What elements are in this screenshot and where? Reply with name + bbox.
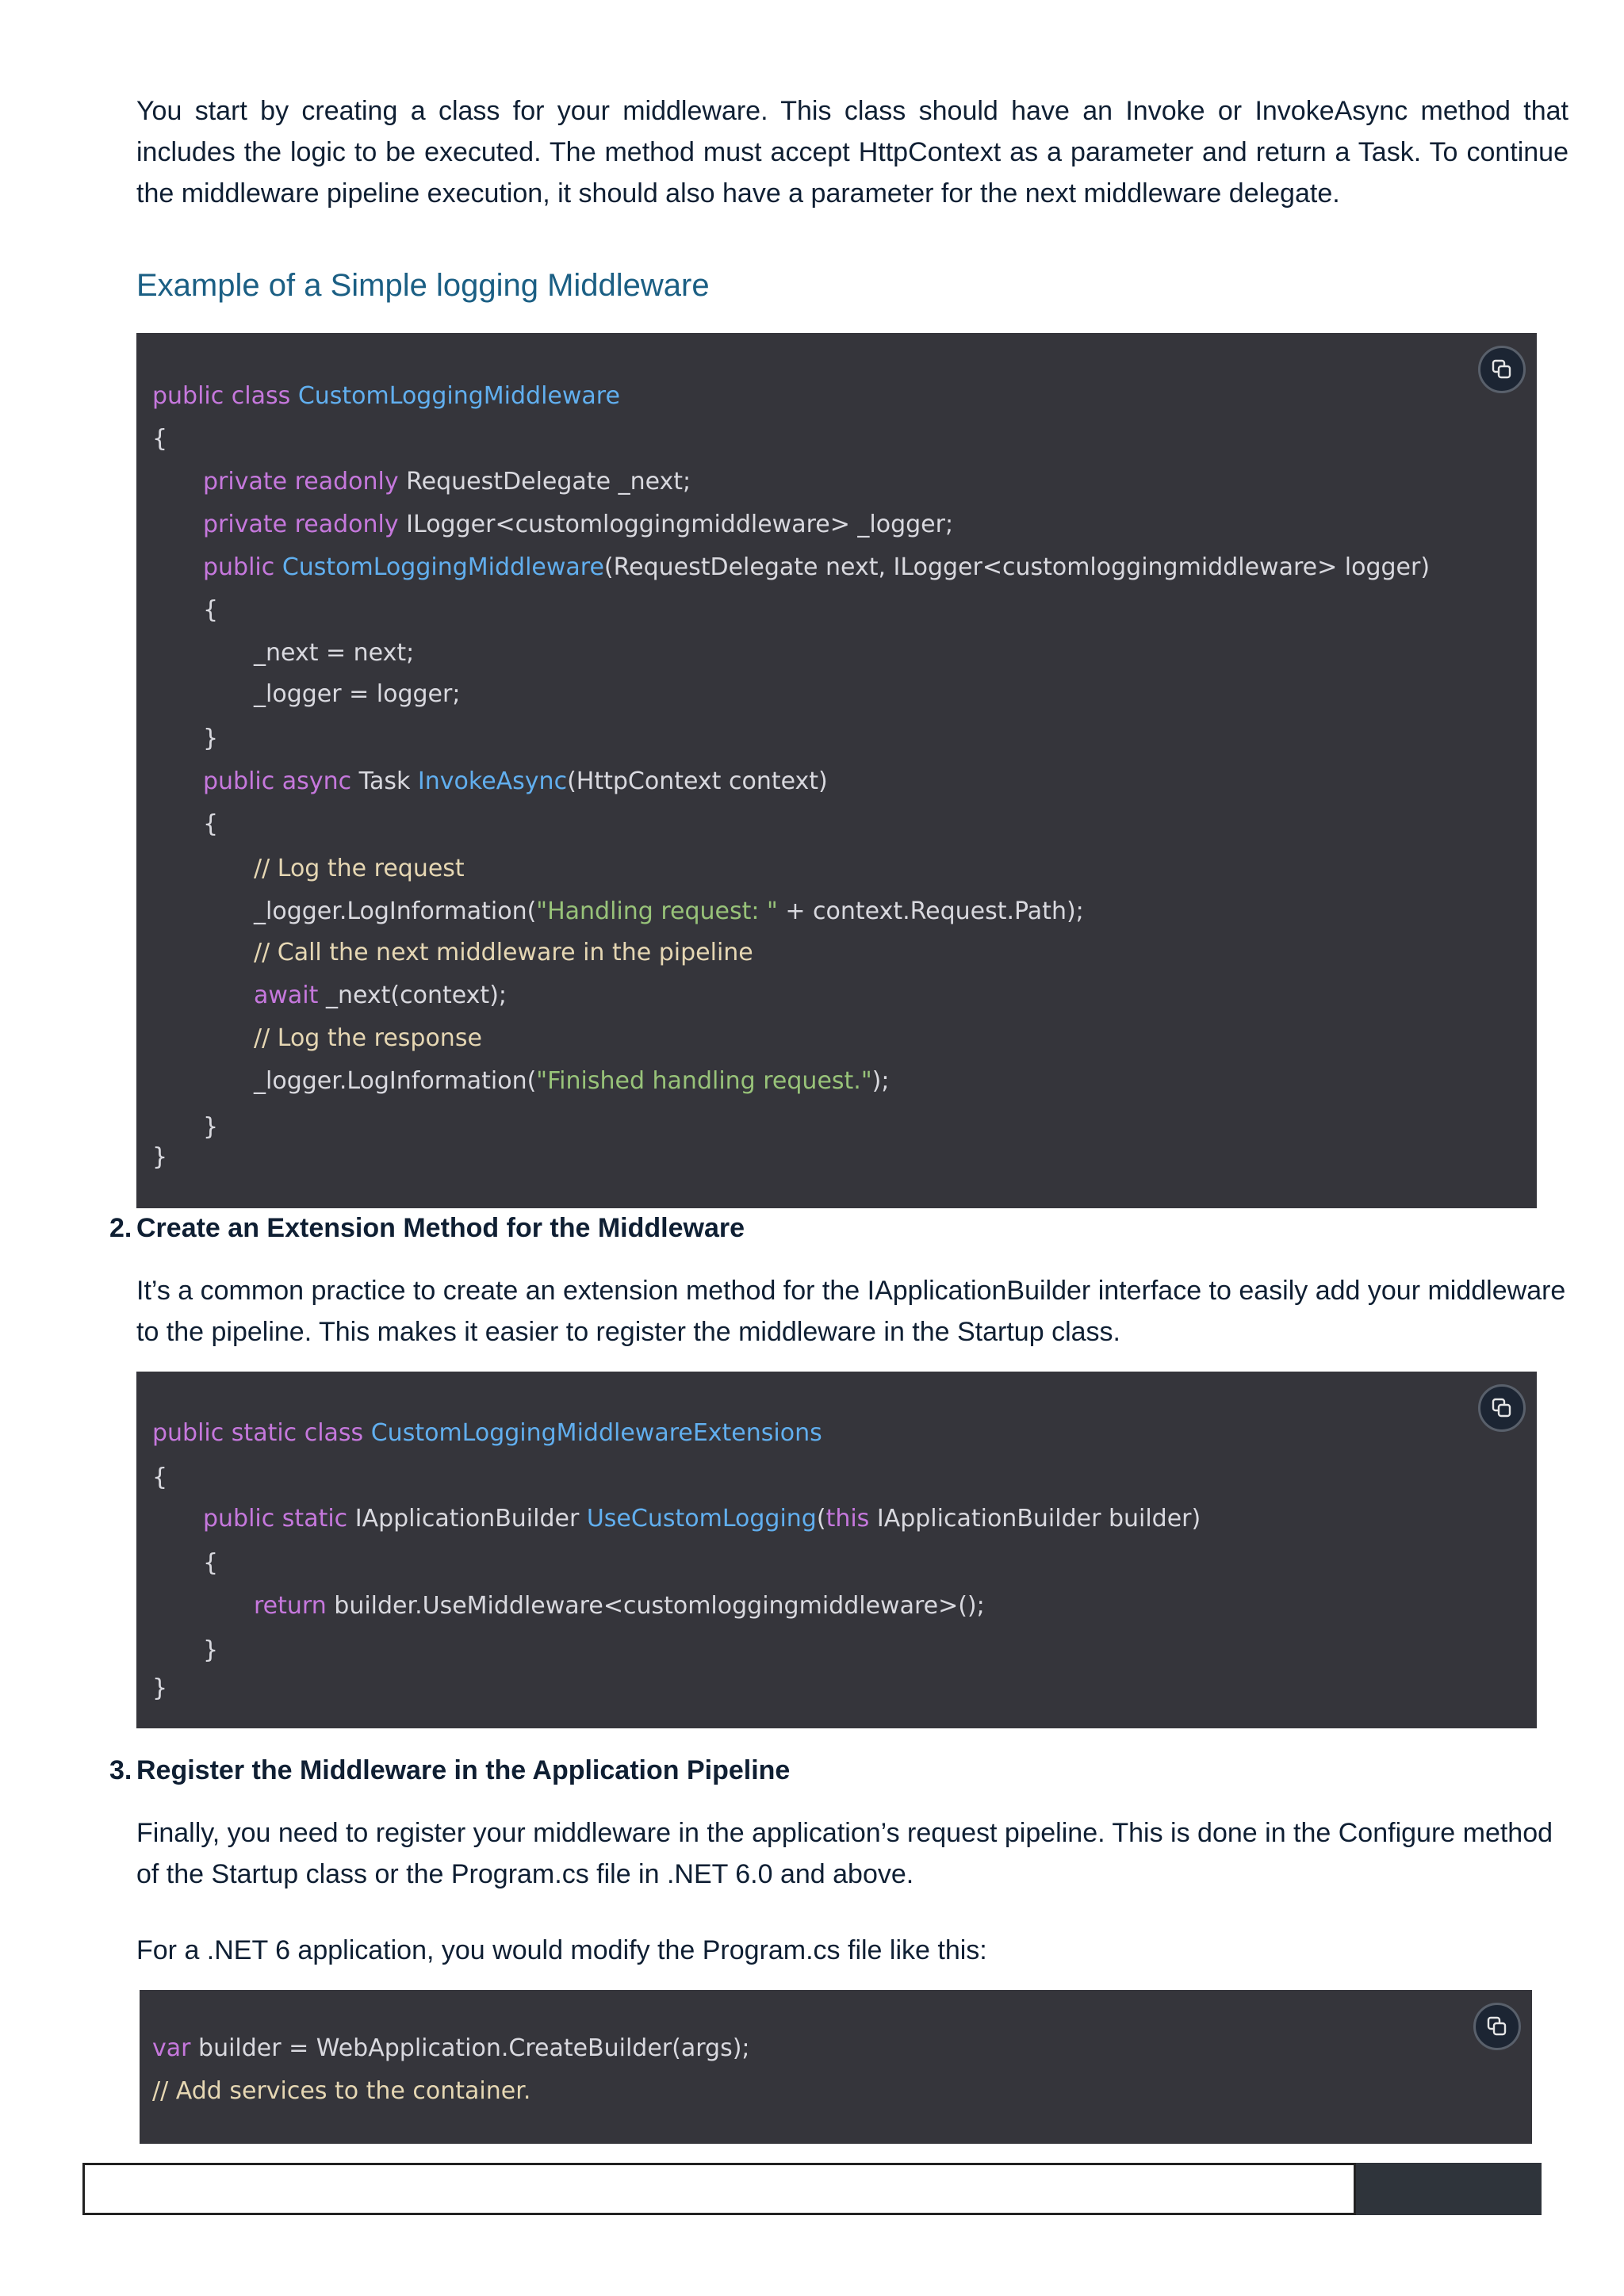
step-2-body: It’s a common practice to create an extension method for the IApplicationBuilder interface to easily add your middleware to the pipeline. This makes it easier to register the middleware in the Startup class. xyxy=(136,1276,1566,1347)
code-line: public async Task InvokeAsync(HttpContext context) xyxy=(203,767,828,795)
code-line: } xyxy=(203,1636,219,1664)
copy-icon xyxy=(1491,358,1513,381)
copy-code-button[interactable] xyxy=(1478,1384,1526,1432)
code-line: } xyxy=(203,1113,219,1141)
code-line: } xyxy=(152,1143,168,1171)
code-line: return builder.UseMiddleware<customloggingmiddleware>(); xyxy=(254,1592,985,1620)
code-comment: // Log the request xyxy=(254,855,465,882)
copy-icon xyxy=(1491,1397,1513,1419)
code-line: _logger.LogInformation("Handling request: " + context.Request.Path); xyxy=(254,897,1084,925)
code-comment: // Add services to the container. xyxy=(152,2077,531,2105)
footer-dark-block xyxy=(1356,2163,1542,2215)
code-line: _logger.LogInformation("Finished handling request."); xyxy=(254,1067,890,1095)
step-2-title: 2. Create an Extension Method for the Middleware xyxy=(109,1213,745,1243)
code-line: public CustomLoggingMiddleware(RequestDelegate next, ILogger<customloggingmiddleware> logger) xyxy=(203,553,1431,581)
code-line: await _next(context); xyxy=(254,982,507,1009)
code-line: public static class CustomLoggingMiddlewareExtensions xyxy=(152,1419,822,1447)
code-block-extension-method xyxy=(136,1372,1537,1728)
step-3-body: Finally, you need to register your middleware in the application’s request pipeline. This is done in the Configure method of the Startup class or the Program.cs file in .NET 6.0 and above. xyxy=(136,1818,1553,1889)
footer-bar xyxy=(82,2163,1356,2215)
code-line: } xyxy=(152,1674,168,1702)
code-line: _next = next; xyxy=(254,639,415,667)
code-line: _logger = logger; xyxy=(254,680,461,708)
code-comment: // Log the response xyxy=(254,1024,482,1052)
code-line: public static IApplicationBuilder UseCustomLogging(this IApplicationBuilder builder) xyxy=(203,1505,1201,1533)
code-line: { xyxy=(203,810,219,838)
code-block-program-cs xyxy=(140,1990,1532,2144)
step-3-title: 3. Register the Middleware in the Application Pipeline xyxy=(109,1755,791,1785)
code-line: { xyxy=(152,1464,168,1491)
copy-code-button[interactable] xyxy=(1478,346,1526,393)
copy-icon xyxy=(1486,2015,1508,2038)
code-line: var builder = WebApplication.CreateBuilder(args); xyxy=(152,2034,750,2062)
code-line: public class CustomLoggingMiddleware xyxy=(152,382,620,410)
example-heading: Example of a Simple logging Middleware xyxy=(136,268,710,303)
code-block-logging-middleware xyxy=(136,333,1537,1208)
step-3-note: For a .NET 6 application, you would modify the Program.cs file like this: xyxy=(136,1935,987,1965)
code-line: private readonly ILogger<customloggingmiddleware> _logger; xyxy=(203,511,954,538)
code-comment: // Call the next middleware in the pipeline xyxy=(254,939,753,966)
code-line: private readonly RequestDelegate _next; xyxy=(203,468,691,496)
intro-paragraph: You start by creating a class for your middleware. This class should have an Invoke or InvokeAsync method that includes the logic to be executed. The method must accept HttpContext as a parameter and return a Task. To continue the middleware pipeline execution, it should also have a parameter for the next middleware delegate. xyxy=(136,96,1568,209)
code-line: { xyxy=(203,1549,219,1577)
code-line: { xyxy=(203,596,219,624)
copy-code-button[interactable] xyxy=(1473,2003,1521,2050)
code-line: { xyxy=(152,425,168,453)
code-line: } xyxy=(203,725,219,752)
